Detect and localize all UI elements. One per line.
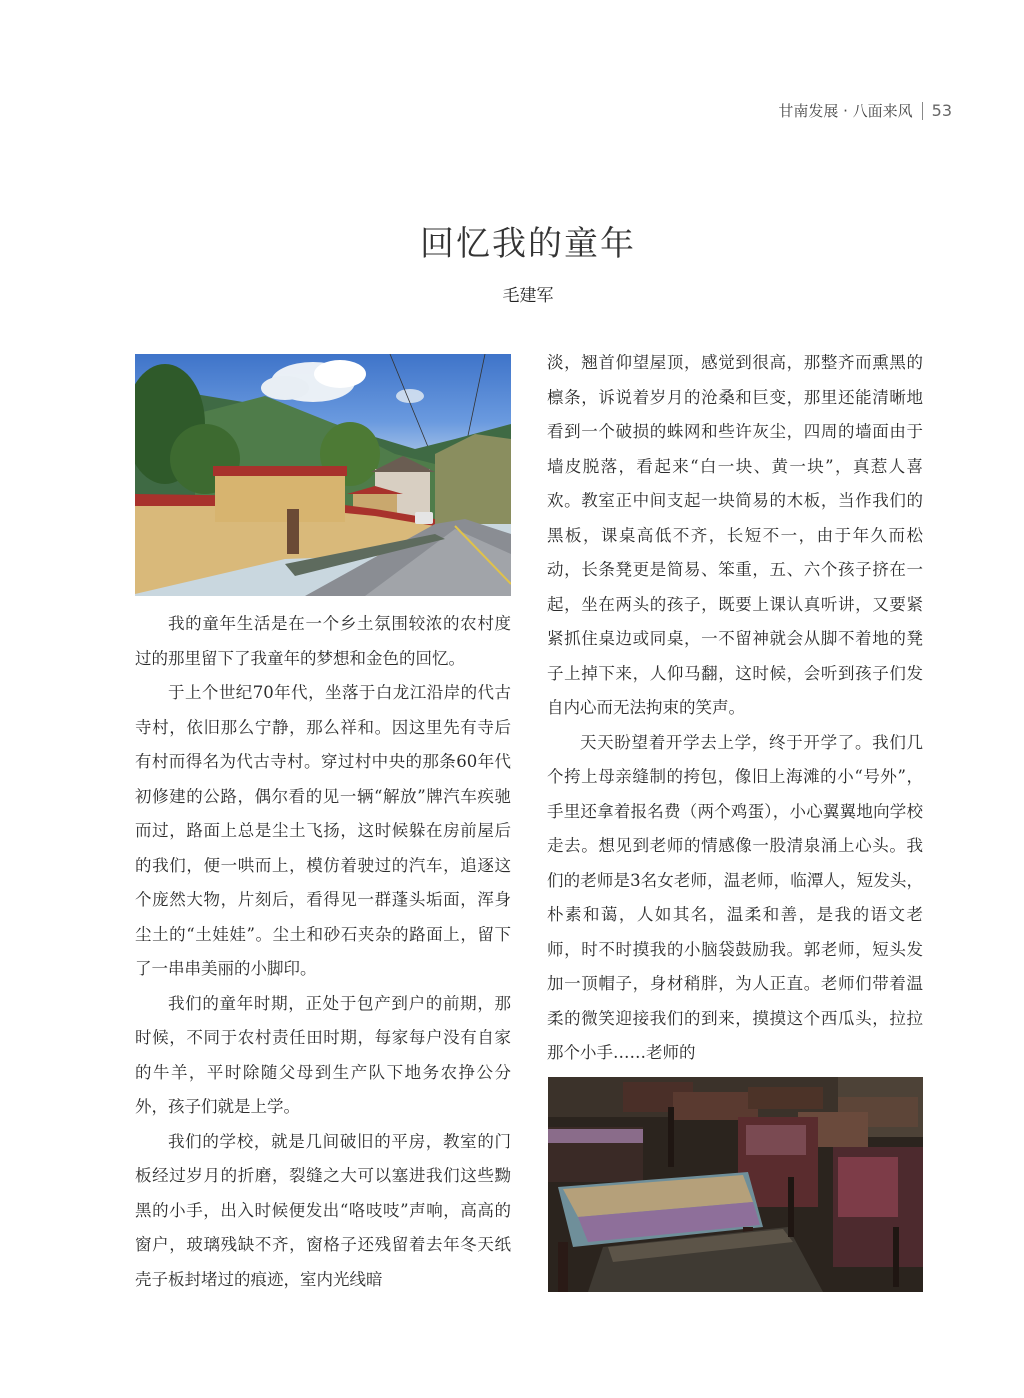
paragraph: 我们的童年时期，正处于包产到户的前期，那时候，不同于农村责任田时期，每家每户没有自家的牛羊，平时除随父母到生产队下地务农挣公分外，孩子们就是上学。 bbox=[135, 993, 511, 1116]
paragraph: 我们的学校，就是几间破旧的平房，教室的门板经过岁月的折磨，裂缝之大可以塞进我们这些黝黑的小手，出入时候便发出“咯吱吱”声响，高高的窗户，玻璃残缺不齐，窗格子还残留着去年冬天纸壳子板封堵过的痕迹，室内光线暗 bbox=[135, 1131, 511, 1289]
article-author: 毛建军 bbox=[502, 286, 554, 306]
header-divider bbox=[922, 102, 923, 120]
old-classroom-desks-photo bbox=[548, 1077, 923, 1292]
paragraph-continuation: 淡，翘首仰望屋顶，感觉到很高，那整齐而熏黑的檩条，诉说着岁月的沧桑和巨变，那里还能清晰地看到一个破损的蛛网和些许灰尘，四周的墙面由于墙皮脱落，看起来“白一块、黄一块”，真惹人喜欢。教室正中间支起一块简易的木板，当作我们的黑板，课桌高低不齐，长短不一，由于年久而松动，长条凳更是简易、笨重，五、六个孩子挤在一起，坐在两头的孩子，既要上课认真听讲，又要紧紧抓住桌边或同桌，一不留神就会从脚不着地的凳子上掉下来，人仰马翻，这时候，会听到孩子们发自内心而无法拘束的笑声。 bbox=[547, 353, 923, 717]
running-header bbox=[778, 100, 952, 121]
paragraph: 于上个世纪70年代，坐落于白龙江沿岸的代古寺村，依旧那么宁静，那么祥和。因这里先有寺后有村而得名为代古寺村。穿过村中央的那条60年代初修建的公路，偶尔看的见一辆“解放”牌汽车疾驰而过，路面上总是尘土飞扬，这时候躲在房前屋后的我们，便一哄而上，模仿着驶过的汽车，追逐这个庞然大物，片刻后，看得见一群蓬头垢面，浑身尘土的“土娃娃”。尘土和砂石夹杂的路面上，留下了一串串美丽的小脚印。 bbox=[135, 683, 511, 978]
paragraph: 我的童年生活是在一个乡土氛围较浓的农村度过的那里留下了我童年的梦想和金色的回忆。 bbox=[135, 614, 511, 668]
paragraph: 天天盼望着开学去上学，终于开学了。我们几个挎上母亲缝制的挎包，像旧上海滩的小“号外”，手里还拿着报名费（两个鸡蛋），小心翼翼地向学校走去。想见到老师的情感像一股清泉涌上心头。我们的老师是3名女老师，温老师，临潭人，短发头，朴素和蔼，人如其名，温柔和善，是我的语文老师，时不时摸我的小脑袋鼓励我。郭老师，短头发加一顶帽子，身材稍胖，为人正直。老师们带着温柔的微笑迎接我们的到来，摸摸这个西瓜头，拉拉那个小手……老师的 bbox=[547, 732, 923, 1062]
village-road-photo bbox=[135, 354, 511, 596]
page-number: 53 bbox=[931, 101, 952, 120]
left-column bbox=[135, 607, 511, 1297]
article-title: 回忆我的童年 bbox=[420, 224, 636, 264]
right-column bbox=[547, 346, 923, 1071]
section-label: 甘南发展 · 八面来风 bbox=[778, 102, 913, 120]
